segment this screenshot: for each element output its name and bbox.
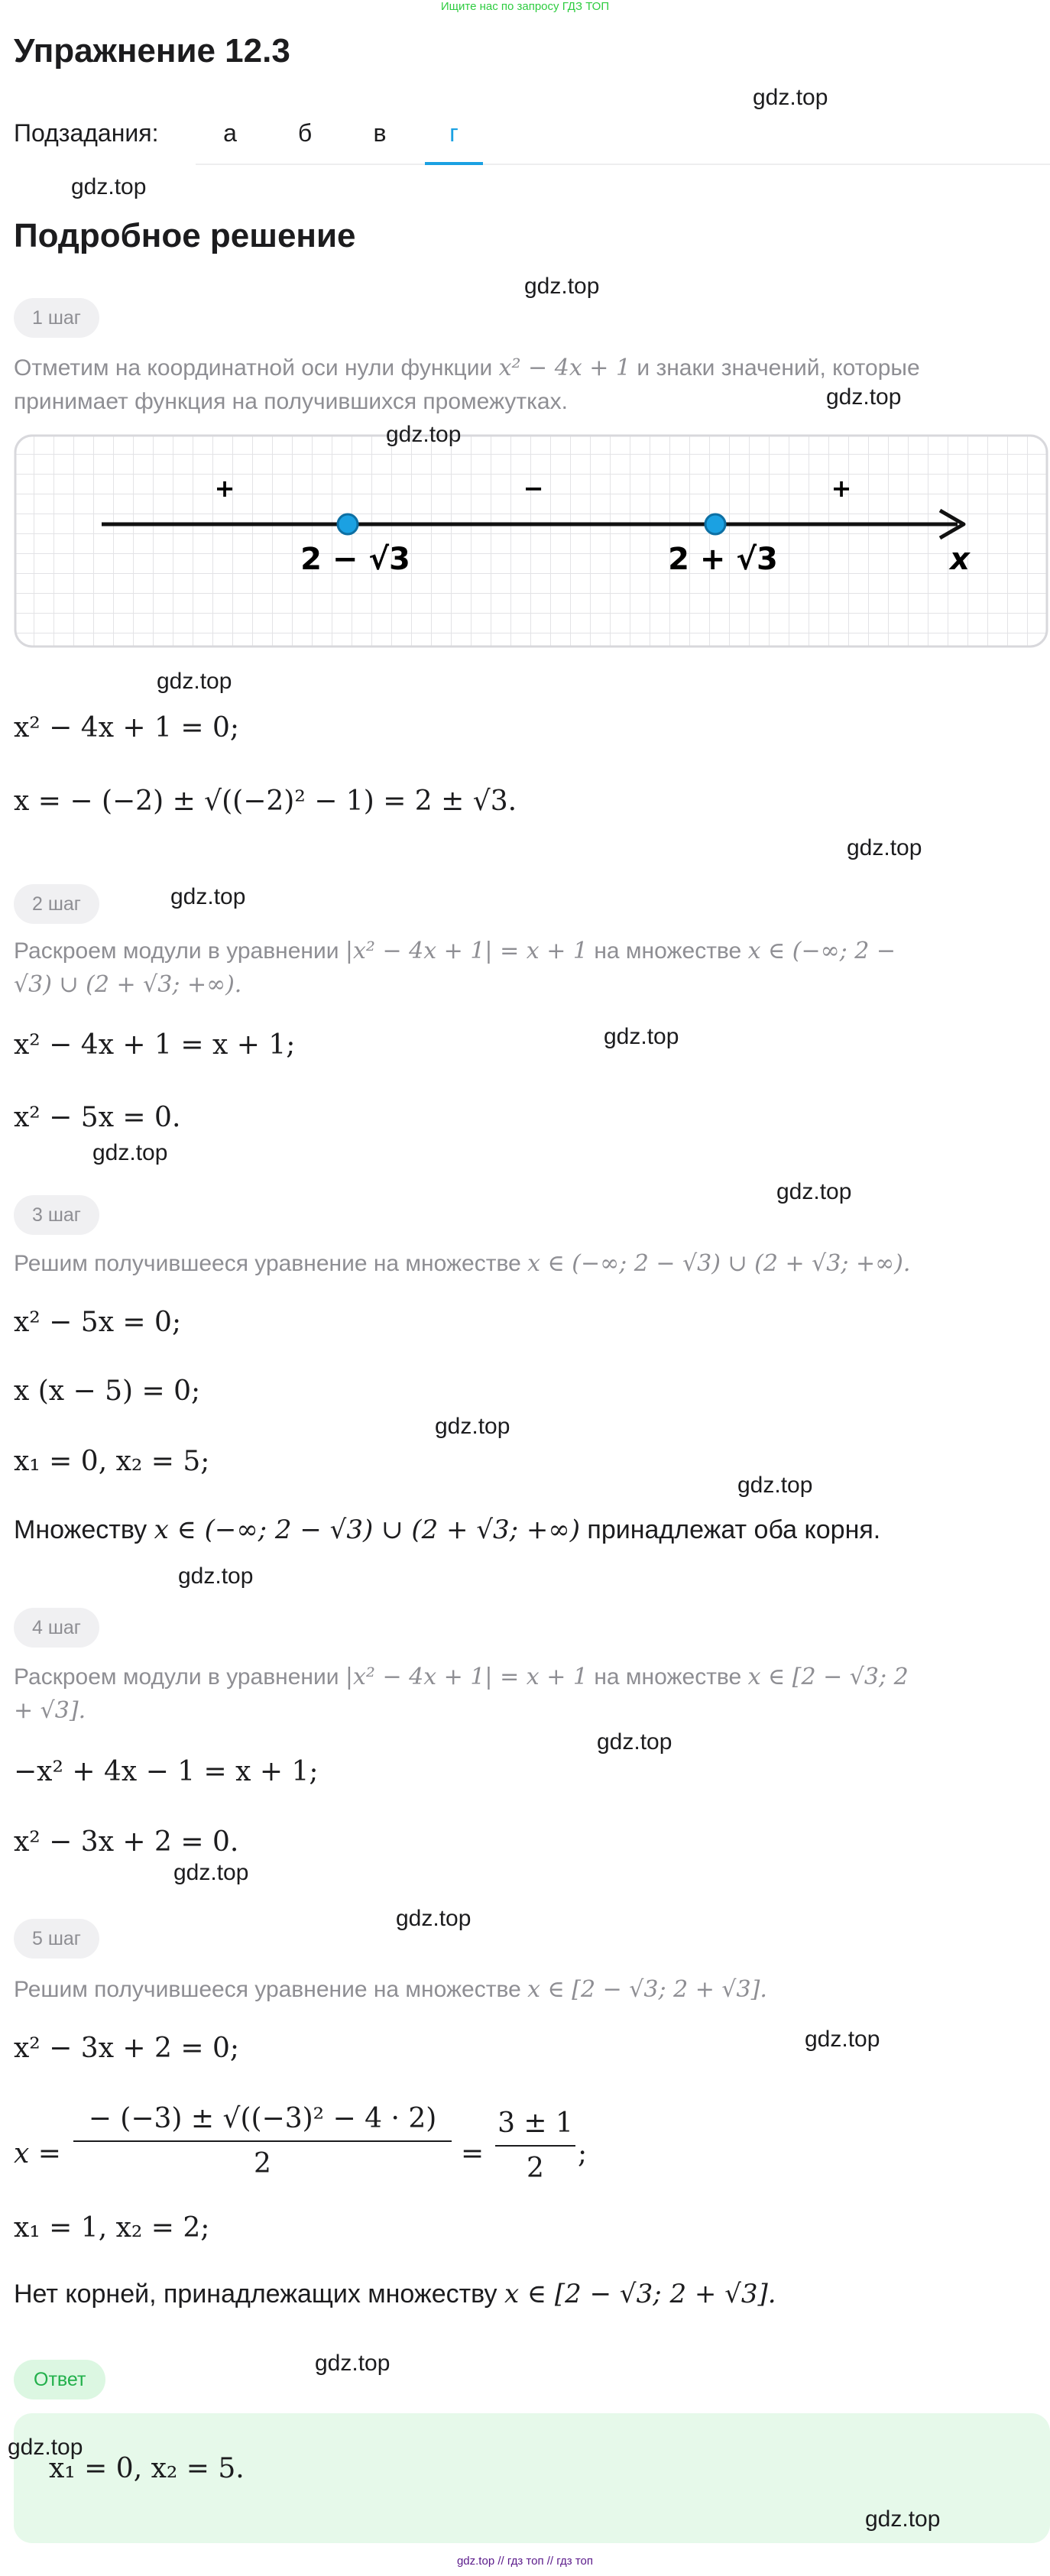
watermark: gdz.top [92,1140,168,1165]
watermark: gdz.top [597,1729,672,1755]
step-3-line-3: x₁ = 0, x₂ = 5; [14,1446,210,1477]
step-5-badge: 5 шаг [14,1919,99,1959]
step-5-intro: Решим получившееся уравнение на множестве x ∈ [2 − √3; 2 + √3]. [14,1976,767,2003]
watermark: gdz.top [865,2506,941,2532]
step-3-conclusion: Множеству x ∈ (−∞; 2 − √3) ∪ (2 + √3; +∞) принадлежат оба корня. [14,1515,881,1545]
step-5-line-1: x² − 3x + 2 = 0; [14,2033,240,2064]
watermark: gdz.top [396,1906,472,1931]
watermark: gdz.top [173,1860,249,1885]
subtasks-bar [14,115,1050,168]
fraction-right [495,2108,575,2184]
fraction-left-denominator: 2 [73,2140,452,2179]
point-left [338,514,358,534]
step-1-line-2: x = − (−2) ± √((−2)² − 1) = 2 ± √3. [14,786,517,817]
watermark: gdz.top [524,274,600,299]
step-2-line-2: x² − 5x = 0. [14,1102,181,1133]
watermark: gdz.top [315,2351,391,2376]
axis-x-label: x [950,542,970,577]
step-3-intro: Решим получившееся уравнение на множестве x ∈ (−∞; 2 − √3) ∪ (2 + √3; +∞). [14,1250,911,1277]
step-1-intro: Отметим на координатной оси нули функции x² − 4x + 1 и знаки значений, которые принимает функция на получившихся промежутках. [14,355,920,414]
point-left-label: 2 − √3 [300,542,410,577]
watermark: gdz.top [435,1414,510,1439]
sign-right: + [831,474,852,503]
fraction-left [73,2103,452,2179]
fraction-right-denominator: 2 [495,2145,575,2184]
watermark: gdz.top [826,384,902,410]
step-4-line-1: −x² + 4x − 1 = x + 1; [14,1756,319,1787]
fraction-left-numerator: − (−3) ± √((−3)² − 4 · 2) [88,2103,437,2134]
sign-left: + [214,474,235,503]
answer-badge: Ответ [14,2360,105,2399]
tab-b[interactable]: б [297,119,313,147]
step-4-intro: Раскроем модули в уравнении |x² − 4x + 1| = x + 1 на множестве x ∈ [2 − √3; 2 + √3]. [14,1664,909,1724]
point-right [705,514,725,534]
step-4-badge: 4 шаг [14,1608,99,1648]
watermark: gdz.top [776,1179,852,1204]
watermark: gdz.top [805,2027,880,2052]
watermark: gdz.top [604,1024,679,1049]
watermark: gdz.top [737,1473,813,1498]
watermark: gdz.top [753,85,828,110]
tab-v[interactable]: в [373,119,387,147]
step-3-badge: 3 шаг [14,1195,99,1235]
fraction-right-numerator: 3 ± 1 [497,2108,573,2139]
step-3-line-2: x (x − 5) = 0; [14,1375,201,1407]
answer-value: x₁ = 0, x₂ = 5. [49,2453,245,2484]
grid-background [15,436,1047,646]
subtasks-label: Подзадания: [14,119,159,147]
step-5-conclusion: Нет корней, принадлежащих множеству x ∈ [2 − √3; 2 + √3]. [14,2279,776,2309]
top-note: Ищите нас по запросу ГДЗ ТОП [440,0,610,13]
point-right-label: 2 + √3 [668,542,778,577]
tab-g[interactable]: г [425,115,483,165]
solution-heading: Подробное решение [14,217,356,254]
step-1-badge: 1 шаг [14,298,99,338]
step-1-line-1: x² − 4x + 1 = 0; [14,712,240,744]
step-2-line-1: x² − 4x + 1 = x + 1; [14,1029,296,1061]
step-2-badge: 2 шаг [14,884,99,924]
tab-a[interactable]: а [223,119,237,147]
watermark: gdz.top [157,669,232,694]
step-5-line-2: x₁ = 1, x₂ = 2; [14,2212,210,2244]
watermark: gdz.top [386,422,462,447]
watermark: gdz.top [170,884,246,909]
step-3-line-1: x² − 5x = 0; [14,1307,182,1338]
number-line-figure [14,434,1048,648]
watermark: gdz.top [847,835,922,860]
bottom-links[interactable]: gdz.top // гдз топ // гдз топ [456,2555,594,2568]
watermark: gdz.top [8,2435,83,2460]
watermark: gdz.top [178,1563,254,1589]
watermark: gdz.top [71,174,147,199]
step-2-intro: Раскроем модули в уравнении |x² − 4x + 1| = x + 1 на множестве x ∈ (−∞; 2 − √3) ∪ (2 + √3; +∞). [14,938,896,998]
page-title: Упражнение 12.3 [14,32,290,70]
sign-middle: − [523,474,544,503]
step-4-line-2: x² − 3x + 2 = 0. [14,1826,239,1858]
